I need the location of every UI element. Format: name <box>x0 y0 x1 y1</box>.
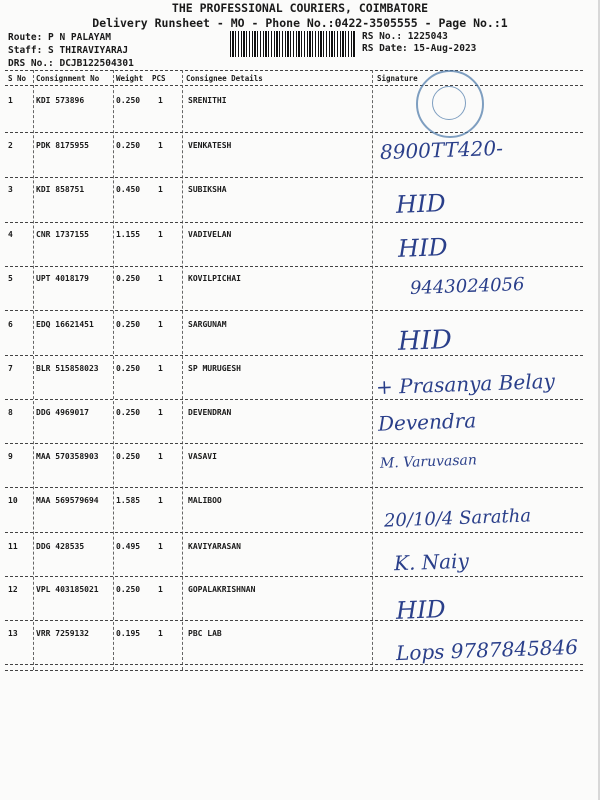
runsheet-subtitle: Delivery Runsheet - MO - Phone No.:0422-3505555 - Page No.:1 <box>92 16 508 30</box>
row-pcs: 1 <box>158 585 163 594</box>
table-row <box>0 542 600 587</box>
row-weight: 0.450 <box>116 185 141 194</box>
row-weight: 0.195 <box>116 629 141 638</box>
signature-row-12: HID <box>395 595 447 625</box>
row-consignment: EDQ 16621451 <box>36 320 94 329</box>
table-row <box>0 320 600 365</box>
signature-row-10: 20/10/4 Saratha <box>383 505 532 532</box>
table-row <box>0 408 600 453</box>
row-pcs: 1 <box>158 542 163 551</box>
row-weight: 0.250 <box>116 320 141 329</box>
row-separator <box>5 266 583 267</box>
row-separator <box>5 576 583 577</box>
drs-number: DRS No.: DCJB122504301 <box>8 58 134 69</box>
signature-row-8: Devendra <box>377 408 477 436</box>
row-weight: 1.585 <box>116 496 141 505</box>
header-consignee: Consignee Details <box>186 74 263 83</box>
row-sno: 12 <box>8 585 18 594</box>
row-consignee: SARGUNAM <box>188 320 227 329</box>
row-separator <box>5 620 583 621</box>
header-pcs: PCS <box>152 74 166 83</box>
row-consignment: KDI 573896 <box>36 96 85 105</box>
row-weight: 0.495 <box>116 542 141 551</box>
row-pcs: 1 <box>158 629 163 638</box>
row-consignee: KAVIYARASAN <box>188 542 241 551</box>
row-pcs: 1 <box>158 364 163 373</box>
row-weight: 0.250 <box>116 585 141 594</box>
row-consignee: PBC LAB <box>188 629 222 638</box>
signature-row-6: HID <box>397 325 453 357</box>
row-pcs: 1 <box>158 96 163 105</box>
company-stamp <box>416 70 484 138</box>
row-separator <box>5 443 583 444</box>
table-top-rule <box>5 70 583 71</box>
signature-row-3: HID <box>395 189 447 219</box>
route-label: Route: P N PALAYAM <box>8 32 111 43</box>
row-consignee: VENKATESH <box>188 141 232 150</box>
row-consignment: DDG 4969017 <box>36 408 89 417</box>
signature-row-5: 9443024056 <box>409 274 525 299</box>
row-separator <box>5 664 583 665</box>
row-sno: 2 <box>8 141 13 150</box>
table-header-rule <box>5 85 583 86</box>
row-consignee: MALIBOO <box>188 496 222 505</box>
row-consignee: KOVILPICHAI <box>188 274 241 283</box>
row-consignment: KDI 858751 <box>36 185 85 194</box>
signature-row-2: 8900TT420- <box>379 135 504 165</box>
row-consignee: SRENITHI <box>188 96 227 105</box>
row-weight: 0.250 <box>116 452 141 461</box>
table-row <box>0 96 600 141</box>
row-consignment: PDK 8175955 <box>36 141 89 150</box>
row-weight: 0.250 <box>116 96 141 105</box>
header-weight: Weight <box>116 74 144 83</box>
row-consignment: VPL 403185021 <box>36 585 99 594</box>
row-consignee: VADIVELAN <box>188 230 232 239</box>
table-row <box>0 585 600 630</box>
table-row <box>0 452 600 497</box>
row-separator <box>5 532 583 533</box>
row-consignment: MAA 569579694 <box>36 496 99 505</box>
row-pcs: 1 <box>158 320 163 329</box>
row-separator <box>5 310 583 311</box>
row-pcs: 1 <box>158 408 163 417</box>
row-sno: 3 <box>8 185 13 194</box>
table-row <box>0 141 600 186</box>
rs-number: RS No.: 1225043 <box>362 31 448 42</box>
row-sno: 10 <box>8 496 18 505</box>
header-consignment: Consignment No <box>36 74 100 83</box>
row-sno: 9 <box>8 452 13 461</box>
barcode <box>230 31 356 57</box>
table-bottom-rule <box>5 670 583 671</box>
row-pcs: 1 <box>158 452 163 461</box>
row-pcs: 1 <box>158 141 163 150</box>
row-pcs: 1 <box>158 185 163 194</box>
row-separator <box>5 177 583 178</box>
row-separator <box>5 222 583 223</box>
signature-row-4: HID <box>397 233 449 263</box>
header-signature: Signature <box>377 74 418 83</box>
table-row <box>0 185 600 230</box>
row-consignment: BLR 515858023 <box>36 364 99 373</box>
row-weight: 0.250 <box>116 364 141 373</box>
row-consignment: DDG 428535 <box>36 542 85 551</box>
row-sno: 1 <box>8 96 13 105</box>
signature-row-9: M. Varuvasan <box>379 452 478 472</box>
row-separator <box>5 355 583 356</box>
signature-row-7: + Prasanya Belay <box>375 368 556 400</box>
row-weight: 0.250 <box>116 408 141 417</box>
row-pcs: 1 <box>158 274 163 283</box>
row-sno: 5 <box>8 274 13 283</box>
row-weight: 0.250 <box>116 141 141 150</box>
company-title: THE PROFESSIONAL COURIERS, COIMBATORE <box>171 1 429 15</box>
row-consignee: DEVENDRAN <box>188 408 232 417</box>
row-consignment: CNR 1737155 <box>36 230 89 239</box>
signature-row-11: K. Naiy <box>393 548 470 576</box>
header-sno: S No <box>8 74 27 83</box>
staff-label: Staff: S THIRAVIYARAJ <box>8 45 129 56</box>
row-consignment: UPT 4018179 <box>36 274 89 283</box>
row-sno: 13 <box>8 629 18 638</box>
signature-row-13: Lops 9787845846 <box>395 634 579 666</box>
row-sno: 6 <box>8 320 13 329</box>
row-consignee: SUBIKSHA <box>188 185 227 194</box>
row-consignee: VASAVI <box>188 452 217 461</box>
row-consignment: MAA 570358903 <box>36 452 99 461</box>
row-weight: 0.250 <box>116 274 141 283</box>
row-sno: 7 <box>8 364 13 373</box>
rs-date: RS Date: 15-Aug-2023 <box>362 43 477 54</box>
row-consignment: VRR 7259132 <box>36 629 89 638</box>
row-pcs: 1 <box>158 230 163 239</box>
table-row <box>0 230 600 275</box>
row-sno: 8 <box>8 408 13 417</box>
row-consignee: GOPALAKRISHNAN <box>188 585 256 594</box>
row-separator <box>5 399 583 400</box>
row-consignee: SP MURUGESH <box>188 364 241 373</box>
row-separator <box>5 132 583 133</box>
row-separator <box>5 487 583 488</box>
row-sno: 11 <box>8 542 18 551</box>
row-weight: 1.155 <box>116 230 141 239</box>
row-sno: 4 <box>8 230 13 239</box>
row-pcs: 1 <box>158 496 163 505</box>
